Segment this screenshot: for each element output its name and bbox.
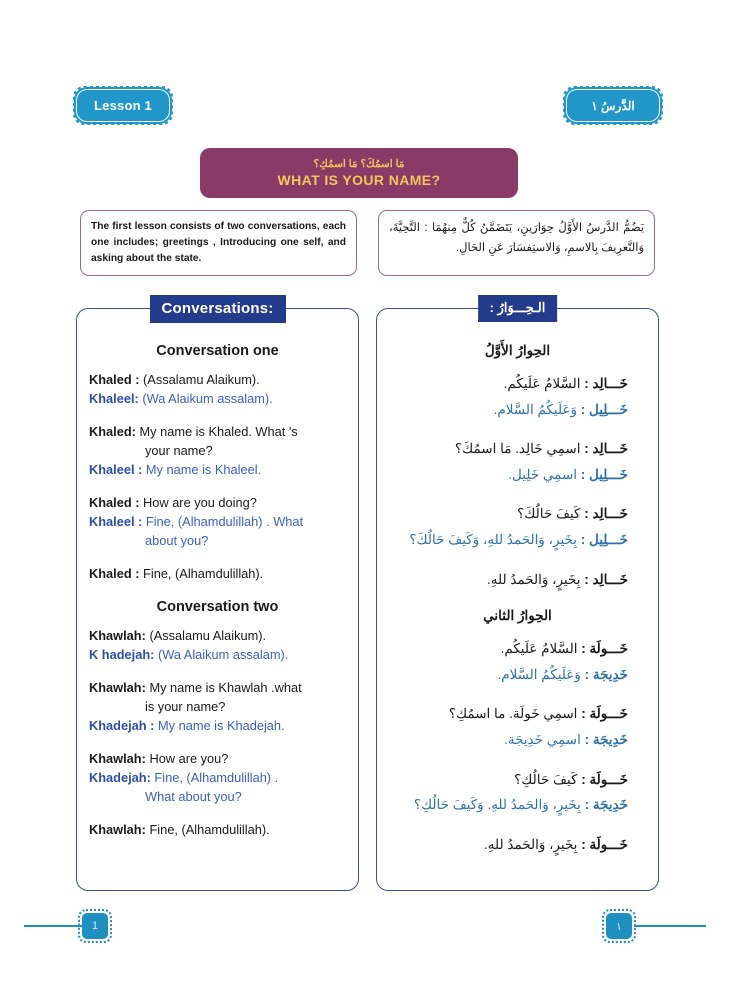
speaker-name: K hadejah: [89,646,155,662]
dialogue-block [89,494,346,549]
intro-box-arabic [378,210,655,276]
dialogue-block-arabic [389,503,646,550]
dialogue-line [89,717,346,735]
page-number-badge-right [606,913,632,939]
intro-text-arabic: يَضُمُّ الدَّرسُ الأَوَّلُ حِوَارَينِ، يَتَضَمَّنُ كُلٌّ مِنهُمَا : التَّحِيَّةَ، وَالتَّعرِيفَ بِالاسمِ، وَالاستِفسَارَ عَنِ الحَالِ. [389,222,644,254]
dialogue-line-continuation: What about you? [145,788,242,804]
dialogue-text: (Wa Alaikum assalam). [138,390,273,406]
dialogue-line-arabic [389,638,646,660]
dialogue-text: Fine, (Alhamdulillah). [145,822,270,838]
dialogue-line-arabic [389,729,646,751]
page-title-english: WHAT IS YOUR NAME? [277,172,441,188]
dialogue-block [89,821,346,839]
dialogue-line [89,390,346,408]
dialogue-text: (Assalamu Alaikum). [145,627,267,643]
dialogue-line [89,565,346,583]
dialogue-block-arabic [389,769,646,816]
dialogue-line-continuation: is your name? [145,698,226,714]
speaker-name: Khadejah: [89,769,151,785]
dialogue-block [89,371,346,407]
speaker-name-arabic: خَـــلِيل : [580,466,628,482]
dialogue-block-arabic [389,373,646,420]
dialogue-line-arabic [389,569,646,591]
dialogue-line-arabic [389,703,646,725]
lesson-badge-en-label: Lesson 1 [94,98,152,113]
dialogue-text-arabic: اسمِي خَالِد. مَا اسمُكَ؟ [454,441,585,457]
dialogue-text-arabic: كَيفَ حَالُكَ؟ [517,506,585,522]
dialogue-line-arabic [389,399,646,421]
dialogue-text-arabic: بِخَيرٍ، وَالحَمدُ للهِ. [484,836,582,852]
speaker-name-arabic: خَـــولَة : [581,706,628,722]
dialogue-block [89,750,346,805]
dialogue-text: How are you? [145,751,229,767]
dialogue-text-arabic: السَّلامُ عَلَيكُم. [500,641,582,657]
dialogue-text: Fine, (Alhamdulillah) . What [142,513,304,529]
conversations-panel-arabic [376,300,659,891]
dialogue-block-arabic [389,703,646,750]
dialogue-line-arabic [389,373,646,395]
dialogue-block-arabic [389,638,646,685]
dialogue-block-arabic [389,438,646,485]
lesson-badge-ar [570,93,656,118]
speaker-name-arabic: خَـــلِيل : [580,401,628,417]
dialogue-block-arabic [389,834,646,856]
page-number-left: 1 [91,920,99,932]
speaker-name-arabic: خَدِيجَة : [584,666,628,682]
dialogue-block [89,423,346,478]
speaker-name: Khaled: [89,424,136,440]
conversation-title-arabic: الحِوارُ الثاني [483,608,552,624]
dialogue-line-continuation: your name? [145,442,213,458]
dialogue-text: Fine, (Alhamdulillah) . [150,769,279,785]
dialogue-line-arabic [389,664,646,686]
speaker-name: Khaleel: [89,390,139,406]
speaker-name-arabic: خَـــولَة : [581,641,628,657]
dialogue-block [89,565,346,583]
dialogue-text-arabic: اسمِي خَدِيجَة. [504,731,585,747]
dialogue-block [89,627,346,663]
page-title-box [200,148,518,198]
dialogue-text: How are you doing? [139,495,257,511]
speaker-name: Khadejah : [89,717,155,733]
page-number-badge-left [82,913,108,939]
dialogue-text-arabic: بِخَيرٍ، وَالحَمدُ للهِ. وَكَيفَ حَالُكِ؟ [413,797,585,813]
footer-rule-left [24,925,84,927]
speaker-name: Khaled : [89,566,140,582]
panel-body-english [77,309,358,890]
dialogue-line [89,769,346,787]
dialogue-text: Fine, (Alhamdulillah). [139,566,264,582]
dialogue-text-arabic: السَّلامُ عَلَيكُم. [503,376,585,391]
dialogue-text-arabic: كَيفَ حَالُكِ؟ [514,771,582,787]
footer-rule-right [634,925,706,927]
dialogue-line-arabic [389,438,646,460]
dialogue-text: My name is Khaleel. [142,461,262,477]
dialogue-line-arabic [389,794,646,816]
conversation-title-arabic: الحِوارُ الأَوَّلُ [484,343,551,358]
dialogue-line-arabic [389,834,646,856]
dialogue-text: My name is Khawlah .what [145,680,302,696]
dialogue-line-arabic [389,464,646,486]
dialogue-line [89,821,346,839]
speaker-name-arabic: خَـــلِيل : [580,531,628,547]
speaker-name: Khawlah: [89,627,146,643]
dialogue-block-arabic [389,569,646,591]
speaker-name: Khawlah: [89,822,146,838]
speaker-name: Khaleel : [89,513,143,529]
dialogue-line [89,423,346,441]
dialogue-text-arabic: وَعَلَيكُمُ السَّلام. [493,401,581,417]
dialogue-text-arabic: اسمِي خَلِيل. [508,466,581,482]
dialogue-text-arabic: اسمِي خَولَة. ما اسمُكِ؟ [448,706,582,722]
speaker-name-arabic: خَـــولَة : [581,771,628,787]
dialogue-text-arabic: وَعَلَيكُمُ السَّلام. [497,666,585,682]
dialogue-line [89,679,346,697]
dialogue-text-arabic: بِخَيرٍ، وَالحَمدُ للهِ. [487,571,585,587]
lesson-badge-ar-label: الدَّرسُ ١ [591,98,635,113]
dialogue-line [89,494,346,512]
conversation-title: Conversation one [156,343,279,359]
conversations-panel-english [76,300,359,891]
panel-body-arabic [377,309,658,890]
page-title-arabic: مَا اسمُكَ؟ مَا اسمُكِ؟ [313,158,405,170]
dialogue-block [89,679,346,734]
intro-text-english: The first lesson consists of two conversations, each one includes; greetings , Introducing one self, and asking about the state. [91,221,346,264]
dialogue-line-arabic [389,503,646,525]
speaker-name: Khaled : [89,372,140,387]
page-number-right: ١ [616,920,622,933]
dialogue-text: My name is Khaled. What 's [135,424,298,440]
dialogue-line [89,627,346,645]
dialogue-line [89,646,346,664]
speaker-name: Khawlah: [89,751,146,767]
dialogue-line [89,461,346,479]
dialogue-line [89,750,346,768]
speaker-name-arabic: خَـــالِد : [584,506,628,522]
speaker-name-arabic: خَدِيجَة : [584,797,628,813]
conversation-title: Conversation two [156,598,279,615]
dialogue-text: (Wa Alaikum assalam). [154,646,289,662]
lesson-badge-en [80,93,166,118]
speaker-name-arabic: خَدِيجَة : [584,731,628,747]
speaker-name: Khaleel : [89,461,143,477]
speaker-name: Khaled : [89,495,140,511]
speaker-name: Khawlah: [89,680,146,696]
dialogue-line [89,513,346,531]
dialogue-line-arabic [389,769,646,791]
dialogue-line [89,371,346,389]
panel-banner-arabic: الـحِـــوَارُ : [478,295,558,322]
dialogue-line-continuation: about you? [145,532,209,548]
speaker-name-arabic: خَـــالِد : [584,571,628,587]
dialogue-line-arabic [389,529,646,551]
speaker-name-arabic: خَـــالِد : [584,376,628,391]
speaker-name-arabic: خَـــالِد : [584,441,628,457]
dialogue-text-arabic: بِخَيرٍ، وَالحَمدُ للهِ، وَكَيفَ حَالُكَ؟ [409,531,581,547]
intro-box-english [80,210,357,276]
dialogue-text: My name is Khadejah. [154,717,285,733]
dialogue-text: (Assalamu Alaikum). [139,372,260,387]
panel-banner-english: Conversations: [150,295,286,323]
speaker-name-arabic: خَـــولَة : [581,836,628,852]
